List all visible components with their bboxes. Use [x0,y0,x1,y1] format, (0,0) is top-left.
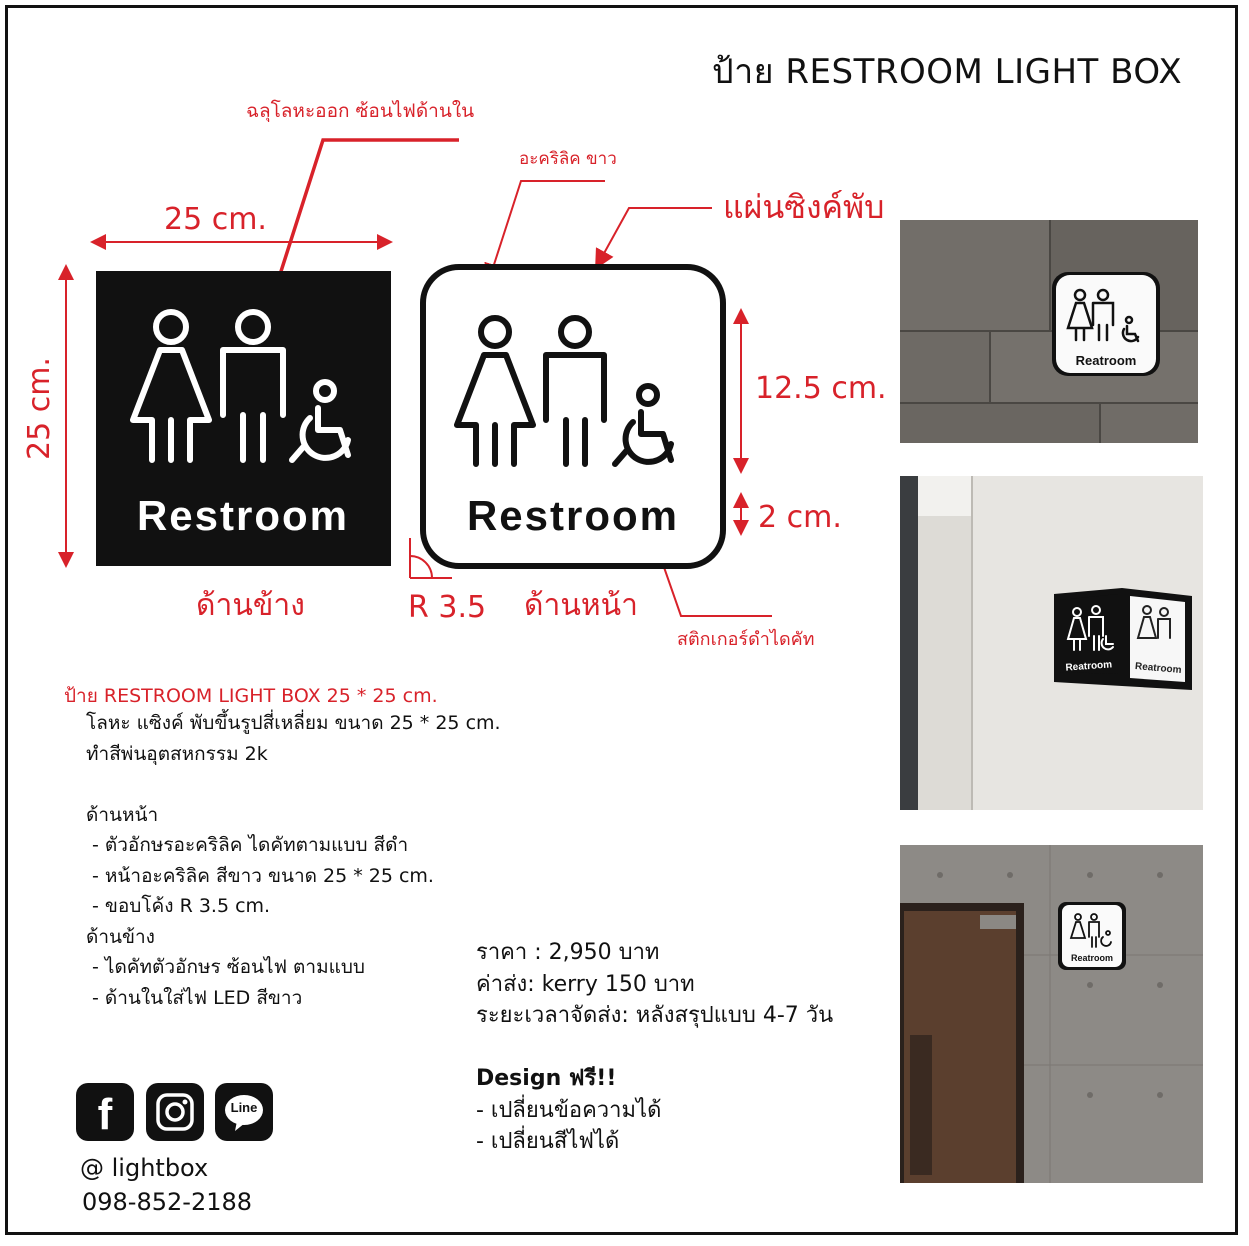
spec-line: - ตัวอักษรอะคริลิค ไดคัทตามแบบ สีดำ [92,834,409,856]
page-title: ป้าย RESTROOM LIGHT BOX [712,52,1183,92]
photo-concrete-wall [900,845,1203,1183]
callout-acrylic: อะคริลิค ขาว [519,149,617,169]
design-free-text: Design ฟรี!! [476,1066,617,1091]
side-sign-text: Restroom [136,492,350,539]
pricing-block [476,937,833,1158]
facebook-icon[interactable]: f [76,1083,134,1141]
line-icon-label: Line [230,1100,258,1115]
photo-concrete-wall-art [900,845,1203,1183]
contact-handle: @ lightbox [80,1154,209,1182]
line-icon[interactable] [215,1083,273,1141]
photo-white-wall-art [900,476,1203,810]
dim-radius: R 3.5 [408,590,487,625]
photo-white-wall [900,476,1203,810]
perk-change-color: - เปลี่ยนสีไฟได้ [476,1129,620,1154]
lead-time-text: ระยะเวลาจัดส่ง: หลังสรุปแบบ 4-7 วัน [476,1003,834,1028]
dim-width: 25 cm. [164,202,267,237]
spec-line: ทำสีพ่นอุตสหกรรม 2k [86,742,268,765]
front-sign-text: Restroom [466,492,680,539]
view-side-label: ด้านข้าง [196,588,305,623]
price-text: ราคา : 2,950 บาท [476,940,660,965]
spec-line: ด้านข้าง [86,925,155,948]
callout-sticker: สติกเกอร์ดำไดคัท [677,629,815,650]
photo-stone-wall [900,220,1198,443]
dim-text-height: 2 cm. [758,500,842,535]
shipping-text: ค่าส่ง: kerry 150 บาท [476,971,695,997]
view-front-label: ด้านหน้า [524,588,638,623]
dim-height: 25 cm. [22,357,57,460]
photo-stone-wall-art [900,220,1198,443]
spec-heading: ป้าย RESTROOM LIGHT BOX 25 * 25 cm. [64,685,438,707]
spec-list [86,708,501,1013]
spec-line: โลหะ แซิงค์ พับขึ้นรูปสี่เหลี่ยม ขนาด 25 * 25 cm. [86,712,501,734]
spec-line: - หน้าอะคริลิค สีขาว ขนาด 25 * 25 cm. [92,864,434,887]
photo2-sign-text: Reatroom [1065,659,1113,674]
instagram-icon[interactable] [146,1083,204,1141]
dim-icon-height: 12.5 cm. [755,371,887,406]
callout-zinc: แผ่นซิงค์พับ [723,188,885,226]
spec-line [86,769,501,800]
spec-line: - ด้านในใส่ไฟ LED สีขาว [92,986,303,1009]
callout-cutout: ฉลุโลหะออก ซ้อนไฟด้านใน [246,100,475,122]
perk-change-text: - เปลี่ยนข้อความได้ [476,1097,662,1123]
spec-line: ด้านหน้า [86,803,159,826]
contact-phone: 098-852-2188 [82,1188,253,1216]
photo3-sign-text: Reatroom [1070,953,1114,963]
zinc-leader [597,208,712,266]
photo2-sign-text-side: Reatroom [1134,660,1182,677]
photo1-sign-text: Reatroom [1075,353,1137,368]
spec-line: - ขอบโค้ง R 3.5 cm. [92,895,271,917]
spec-line: - ไดคัทตัวอักษร ซ้อนไฟ ตามแบบ [92,956,365,978]
